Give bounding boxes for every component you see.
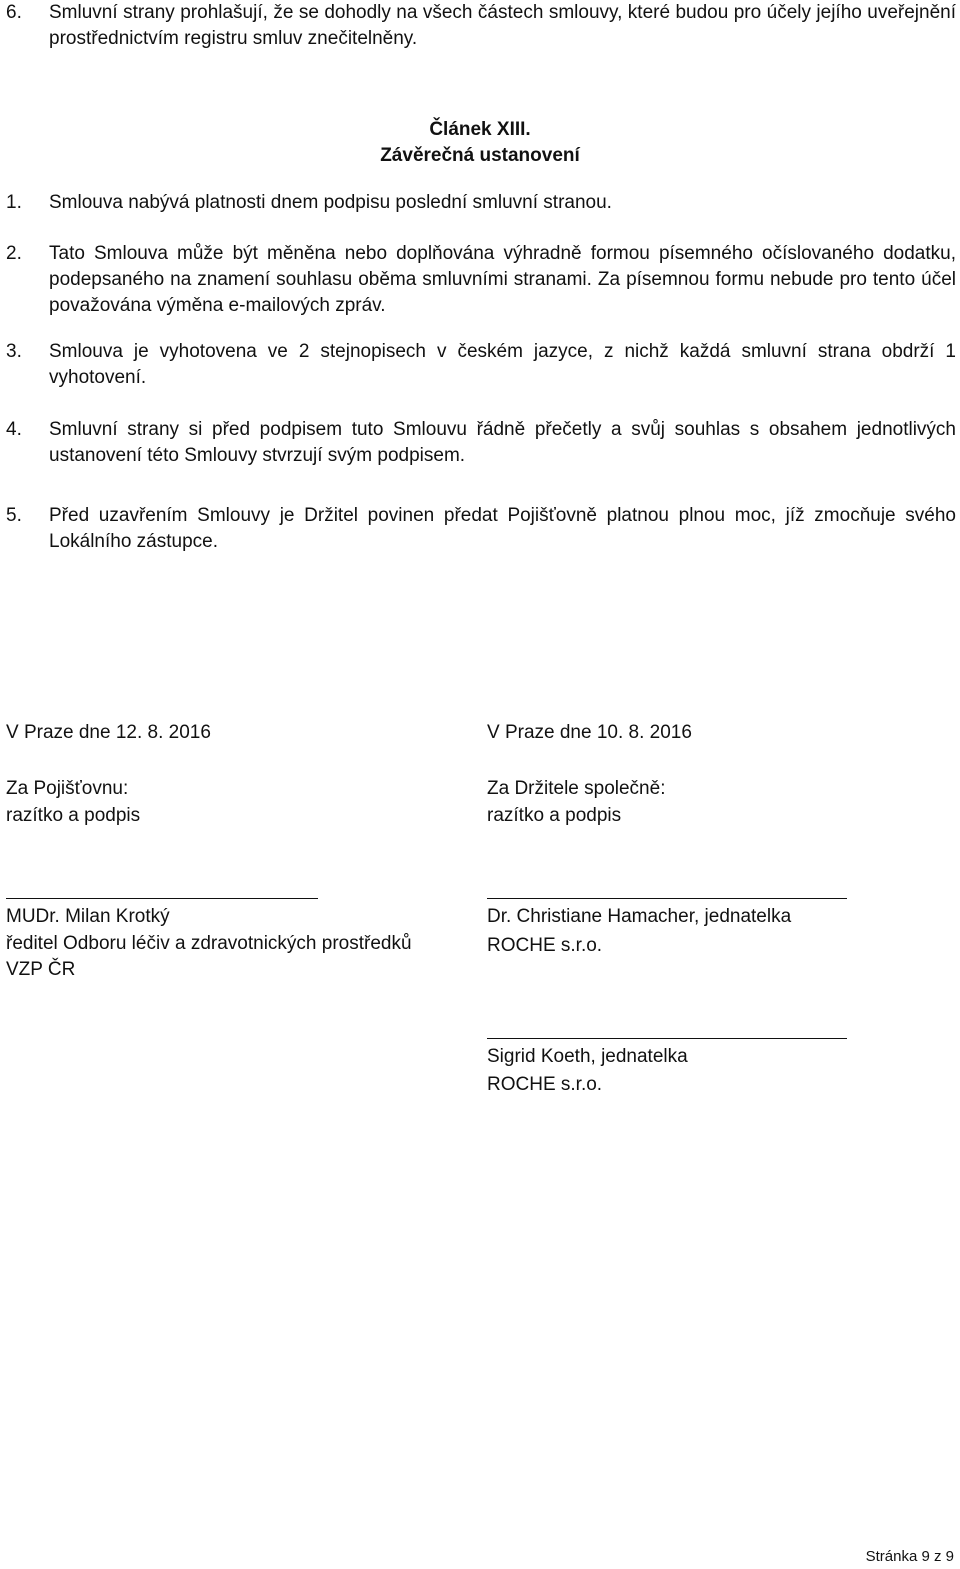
- right-signer2-org: ROCHE s.r.o.: [487, 1074, 603, 1095]
- right-signer1-org: ROCHE s.r.o.: [487, 935, 603, 956]
- clause-3: [6, 339, 956, 391]
- clause-text: Před uzavřením Smlouvy je Držitel povinen předat Pojišťovně platnou plnou moc, jíž zmocňuje svého Lokálního zástupce.: [49, 505, 956, 552]
- clause-4: [6, 417, 956, 469]
- clause-text: Smluvní strany prohlašují, že se dohodly na všech částech smlouvy, které budou pro účely jejího uveřejnění prostřednictvím registru smluv znečitelněny.: [49, 2, 956, 49]
- right-signature-line-1: [487, 898, 847, 899]
- right-signer1-name: Dr. Christiane Hamacher, jednatelka: [487, 906, 792, 927]
- clause-text: Tato Smlouva může být měněna nebo doplňována výhradně formou písemného očíslovaného dodatku, podepsaného na znamení souhlasu oběma smluvními stranami. Za písemnou formu nebude pro tento účel považována výměna e-mailových zpráv.: [49, 243, 956, 316]
- left-stamp-label: razítko a podpis: [6, 805, 141, 826]
- clause-1: [6, 190, 956, 216]
- clause-6: [6, 0, 956, 52]
- right-signature-line-2: [487, 1038, 847, 1039]
- right-signer2-name: Sigrid Koeth, jednatelka: [487, 1046, 688, 1067]
- clause-number: 6.: [6, 2, 22, 23]
- left-signer-org: VZP ČR: [6, 959, 76, 980]
- clause-5: [6, 503, 956, 555]
- clause-number: 3.: [6, 341, 22, 362]
- left-place-date: V Praze dne 12. 8. 2016: [6, 722, 211, 743]
- clause-2: [6, 241, 956, 319]
- right-party: Za Držitele společně:: [487, 778, 666, 799]
- article-subtitle: Závěrečná ustanovení: [380, 145, 580, 166]
- article-title: Článek XIII.: [429, 119, 531, 140]
- clause-number: 5.: [6, 505, 22, 526]
- clause-number: 1.: [6, 192, 22, 213]
- left-party: Za Pojišťovnu:: [6, 778, 129, 799]
- clause-number: 4.: [6, 419, 22, 440]
- right-stamp-label: razítko a podpis: [487, 805, 622, 826]
- left-signer-name: MUDr. Milan Krotký: [6, 906, 170, 927]
- clause-text: Smlouva nabývá platnosti dnem podpisu poslední smluvní stranou.: [49, 192, 612, 213]
- left-signature-line: [6, 898, 318, 899]
- page-number: Stránka 9 z 9: [865, 1548, 954, 1565]
- right-place-date: V Praze dne 10. 8. 2016: [487, 722, 692, 743]
- clause-text: Smluvní strany si před podpisem tuto Smlouvu řádně přečetly a svůj souhlas s obsahem jednotlivých ustanovení této Smlouvy stvrzují svým podpisem.: [49, 419, 956, 466]
- left-signer-role: ředitel Odboru léčiv a zdravotnických prostředků: [6, 933, 412, 954]
- clause-number: 2.: [6, 243, 22, 264]
- clause-text: Smlouva je vyhotovena ve 2 stejnopisech v českém jazyce, z nichž každá smluvní strana obdrží 1 vyhotovení.: [49, 341, 956, 388]
